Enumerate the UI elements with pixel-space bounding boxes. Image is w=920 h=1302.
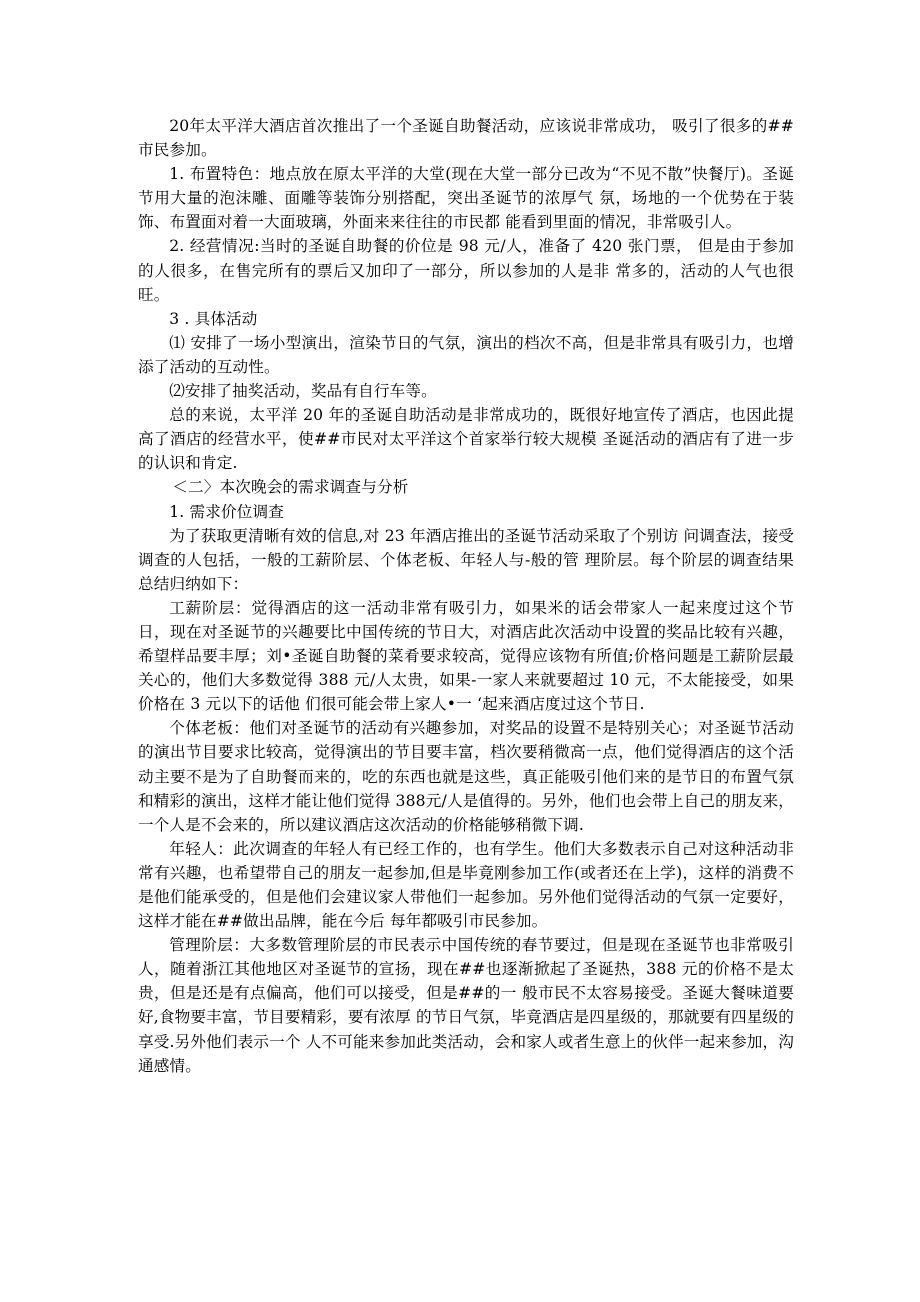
paragraph-layout-features: 1. 布置特色：地点放在原太平洋的大堂(现在大堂一部分已改为“不见不散”快餐厅)。圣诞节用大量的泡沫雕、面雕等装饰分别搭配，突出圣诞节的浓厚气 氛，场地的一个优势在于装饰、布置面对着一大面玻璃，外面来来往往的市民都 能看到里面的情况，非常吸引人。 <box>138 165 794 232</box>
paragraph-operations: 2. 经营情况:当时的圣诞自助餐的价位是 98 元/人，准备了 420 张门票， 但是由于参加的人很多，在售完所有的票后又加印了一部分，所以参加的人是非 常多的，活动的人气也很旺。 <box>138 237 794 304</box>
paragraph-business-owners: 个体老板：他们对圣诞节的活动有兴趣参加，对奖品的设置不是特别关心；对圣诞节活动的演出节目要求比较高，觉得演出的节目要丰富，档次要稍微高一点，他们觉得酒店的这个活动主要不是为了自助餐而来的，吃的东西也就是这些，真正能吸引他们来的是节日的布置气氛和精彩的演出，这样才能让他们觉得 388元/人是值得的。另外，他们也会带上自己的朋友来，一个人是不会来的，所以建议酒店这次活动的价格能够稍微下调. <box>138 719 794 834</box>
paragraph-working-class: 工薪阶层：觉得酒店的这一活动非常有吸引力，如果米的话会带家人一起来度过这个节日，现在对圣诞节的兴趣要比中国传统的节日大，对酒店此次活动中设置的奖品比较有兴趣，希望样品要丰厚；刘•圣诞自助餐的菜肴要求较高，觉得应该物有所值;价格问题是工薪阶层最关心的，他们大多数觉得 388 元/人太贵，如果-一家人来就要超过 10 元，不太能接受，如果价格在 3 元以下的话他 们很可能会带上家人•一 ‘起来酒店度过这个节日. <box>138 598 794 714</box>
paragraph-activities-heading: 3 . 具体活动 <box>169 309 258 328</box>
paragraph-activity-performance: ⑴ 安排了一场小型演出，渲染节日的气氛，演出的档次不高，但是非常具有吸引力，也增添了活动的互动性。 <box>138 333 794 376</box>
paragraph-summary: 总的来说，太平洋 20 年的圣诞自助活动是非常成功的，既很好地宣传了酒店，也因此提高了酒店的经营水平，使##市民对太平洋这个首家举行较大规模 圣诞活动的酒店有了进一步的认识和肯定. <box>138 406 794 473</box>
paragraph-activity-lottery: ⑵安排了抽奖活动，奖品有自行车等。 <box>169 382 437 401</box>
document-body <box>138 114 794 1078</box>
paragraph-intro: 20年太平洋大酒店首次推出了一个圣诞自助餐活动，应该说非常成功， 吸引了很多的##市民参加。 <box>138 117 794 160</box>
paragraph-survey-method: 为了获取更清晰有效的信息,对 23 年酒店推出的圣诞节活动采取了个别访 问调查法，接受调查的人包括，一般的工薪阶层、个体老板、年轻人与-般的管 理阶层。每个阶层的调查结果总结归纳如下： <box>138 526 794 593</box>
paragraph-young-people: 年轻人：此次调查的年轻人有已经工作的，也有学生。他们大多数表示自己对这种活动非常有兴趣，也希望带自己的朋友一起参加,但是毕竟刚参加工作(或者还在上学)，这样的消费不是他们能承受的，但是他们会建议家人带他们一起参加。另外他们觉得活动的气氛一定要好，这样才能在##做出品牌，能在今后 每年都吸引市民参加。 <box>138 839 794 931</box>
section-heading-demand-survey: ＜二〉本次晚会的需求调查与分析 <box>172 478 409 497</box>
paragraph-management: 管理阶层：大多数管理阶层的市民表示中国传统的春节要过，但是现在圣诞节也非常吸引人，随着浙江其他地区对圣诞节的宣扬，现在##也逐渐掀起了圣诞热，388 元的价格不是太贵，但是还是有点偏高，他们可以接受，但是##的一 般市民不太容易接受。圣诞大餐味道要好,食物要丰富，节目要精彩，要有浓厚 的节日气氛，毕竟酒店是四星级的，那就要有四星级的享受.另外他们表示一个 人不可能来参加此类活动，会和家人或者生意上的伙伴一起来参加，沟通感情。 <box>138 936 794 1075</box>
subsection-heading-price-survey: 1. 需求价位调查 <box>169 502 284 521</box>
